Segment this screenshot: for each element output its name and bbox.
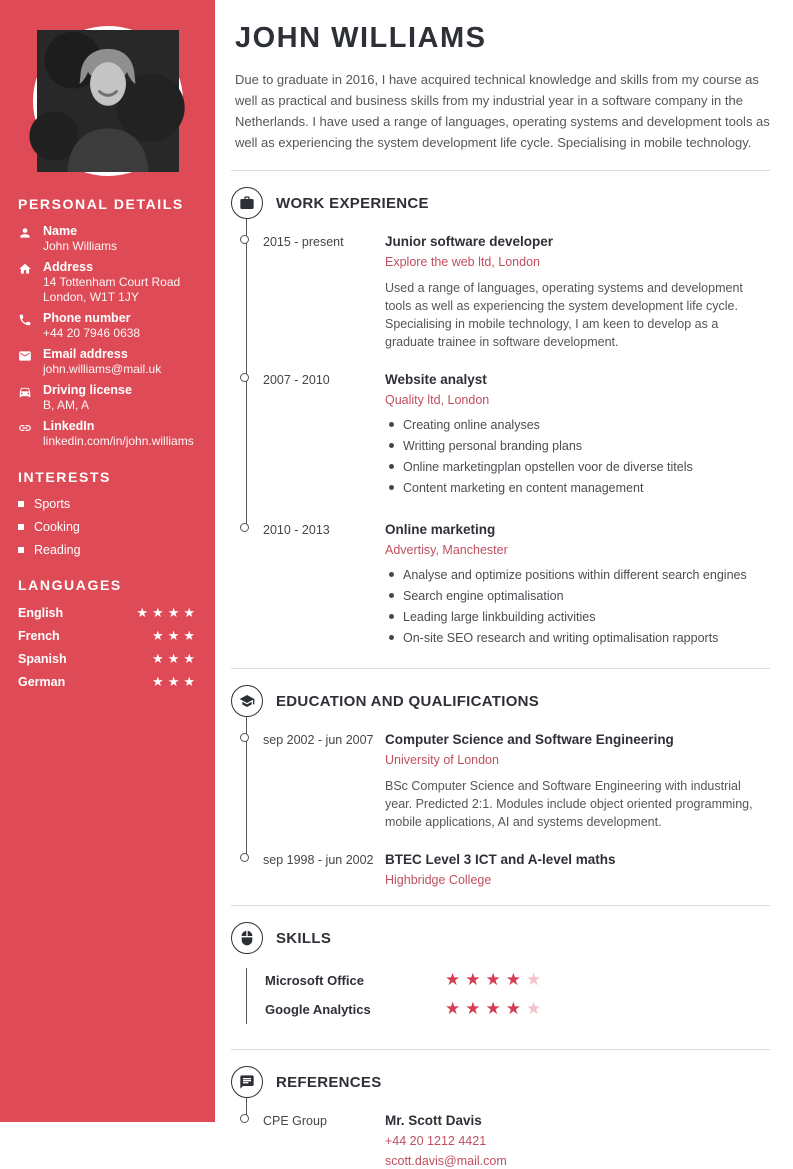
star-icon: ★ [152, 628, 168, 643]
skills-header [231, 922, 770, 954]
star-icon: ★ [167, 628, 184, 643]
link-icon [18, 419, 33, 449]
language-rating [152, 651, 199, 667]
square-bullet-icon [18, 547, 24, 553]
detail-value: linkedin.com/in/john.williams [43, 434, 194, 448]
star-icon: ★ [445, 999, 466, 1018]
reference-name: Mr. Scott Davis [385, 1113, 482, 1128]
skill-rating [445, 970, 546, 990]
language-rating [152, 674, 199, 690]
bullet-item: Content marketing en content management [385, 480, 770, 496]
star-icon: ★ [465, 970, 486, 989]
interest-item [18, 497, 199, 511]
star-icon: ★ [485, 999, 506, 1018]
language-name: English [18, 606, 64, 620]
detail-linkedin [18, 419, 199, 449]
entry-date: 2007 - 2010 [263, 373, 330, 387]
detail-label: Phone number [43, 311, 131, 325]
detail-value: 14 Tottenham Court Road [43, 275, 181, 289]
language-rating [136, 605, 199, 621]
skill-row [231, 999, 770, 1019]
language-row [18, 605, 199, 621]
star-icon: ★ [485, 970, 506, 989]
detail-address [18, 260, 199, 305]
bullet-item: Search engine optimalisation [385, 588, 770, 604]
section-divider [231, 905, 770, 906]
star-icon: ★ [465, 999, 486, 1018]
interest-item [18, 543, 199, 557]
home-icon [18, 260, 33, 305]
entry-organisation: Advertisy, Manchester [385, 543, 508, 557]
section-divider [231, 1049, 770, 1050]
bullet-item: Analyse and optimize positions within different search engines [385, 567, 770, 583]
entry-title: Computer Science and Software Engineering [385, 732, 674, 747]
detail-label: Email address [43, 347, 128, 361]
main-content [215, 0, 793, 1169]
bullet-item: Creating online analyses [385, 417, 770, 433]
detail-driving-license [18, 383, 199, 413]
entry-organisation: Highbridge College [385, 873, 492, 887]
speech-bubble-icon [231, 1066, 263, 1098]
entry-date: sep 2002 - jun 2007 [263, 733, 374, 747]
skill-row [231, 970, 770, 990]
star-icon: ★ [183, 651, 199, 666]
reference-entry [231, 1112, 770, 1169]
profile-summary: Due to graduate in 2016, I have acquired technical knowledge and skills from my course as well as practical and business skills from my industrial year in a software company in the Netherlands. I have used a range of languages, operating systems and development tools as well as experiencing the system development life cycle. Specialising in mobile technology. [235, 72, 770, 150]
detail-value: John Williams [43, 239, 118, 253]
bullet-item: On-site SEO research and writing optimalisation rapports [385, 630, 770, 646]
section-title: EDUCATION AND QUALIFICATIONS [276, 692, 540, 710]
skill-name: Google Analytics [265, 1001, 371, 1017]
skill-name: Microsoft Office [265, 972, 364, 988]
detail-value: john.williams@mail.uk [43, 362, 162, 376]
section-divider [231, 170, 770, 171]
work-experience-header [231, 187, 770, 219]
entry-date: 2015 - present [263, 235, 344, 249]
star-icon: ★ [526, 970, 547, 989]
entry-date: sep 1998 - jun 2002 [263, 853, 374, 867]
interest-label: Sports [34, 497, 71, 511]
mouse-icon [231, 922, 263, 954]
language-name: French [18, 629, 60, 643]
star-icon: ★ [152, 651, 168, 666]
bullet-item: Online marketingplan opstellen voor de diverse titels [385, 459, 770, 475]
profile-photo [33, 26, 183, 176]
language-name: Spanish [18, 652, 67, 666]
detail-label: Driving license [43, 383, 132, 397]
entry-description: BSc Computer Science and Software Engineering with industrial year. Predicted 2:1. Modules include object oriented programming, mobile applications, AI and systems development. [385, 779, 753, 829]
reference-organisation: CPE Group [263, 1114, 327, 1128]
languages-heading: LANGUAGES [18, 577, 122, 593]
star-icon: ★ [167, 674, 184, 689]
bullet-item: Leading large linkbuilding activities [385, 609, 770, 625]
language-row [18, 628, 199, 644]
work-timeline [231, 233, 770, 651]
star-icon: ★ [167, 651, 184, 666]
education-entry [231, 731, 770, 831]
entry-date: 2010 - 2013 [263, 523, 330, 537]
detail-phone [18, 311, 199, 341]
section-title: SKILLS [276, 929, 332, 947]
entry-title: Website analyst [385, 372, 487, 387]
profile-photo-image [37, 30, 179, 172]
detail-label: Address [43, 260, 94, 274]
entry-title: Junior software developer [385, 234, 554, 249]
star-icon: ★ [183, 605, 199, 620]
square-bullet-icon [18, 501, 24, 507]
entry-title: Online marketing [385, 522, 496, 537]
reference-email: scott.davis@mail.com [385, 1154, 507, 1168]
entry-organisation: Explore the web ltd, London [385, 255, 540, 269]
detail-value: B, AM, A [43, 398, 90, 412]
detail-value: +44 20 7946 0638 [43, 326, 141, 340]
phone-icon [18, 311, 33, 341]
timeline-dot-icon [240, 733, 249, 742]
entry-description: Used a range of languages, operating systems and development tools as well as experiencing the system development life cycle. Specialising in mobile technology, I am keen to develop as a graduate trainee in software development. [385, 281, 743, 349]
star-icon: ★ [152, 605, 168, 620]
references-header [231, 1066, 770, 1098]
language-row [18, 651, 199, 667]
timeline-dot-icon [240, 235, 249, 244]
square-bullet-icon [18, 524, 24, 530]
star-icon: ★ [505, 999, 526, 1018]
language-name: German [18, 675, 66, 689]
detail-value: London, W1T 1JY [43, 290, 139, 304]
section-title: WORK EXPERIENCE [276, 194, 429, 212]
detail-email [18, 347, 199, 377]
work-entry [231, 233, 770, 351]
briefcase-icon [231, 187, 263, 219]
personal-details-heading: PERSONAL DETAILS [18, 196, 184, 212]
graduation-cap-icon [231, 685, 263, 717]
reference-phone: +44 20 1212 4421 [385, 1134, 487, 1148]
star-icon: ★ [152, 674, 168, 689]
timeline-dot-icon [240, 1114, 249, 1123]
language-rating [152, 628, 199, 644]
star-icon: ★ [183, 628, 199, 643]
timeline-dot-icon [240, 853, 249, 862]
candidate-name: JOHN WILLIAMS [235, 22, 487, 54]
references-timeline [231, 1112, 770, 1169]
detail-label: Name [43, 224, 78, 238]
detail-label: LinkedIn [43, 419, 95, 433]
sidebar [0, 0, 215, 1122]
timeline-dot-icon [240, 523, 249, 532]
skill-rating [445, 999, 546, 1019]
star-icon: ★ [526, 999, 547, 1018]
interests-heading: INTERESTS [18, 469, 111, 485]
entry-organisation: University of London [385, 753, 499, 767]
timeline-dot-icon [240, 373, 249, 382]
section-title: REFERENCES [276, 1073, 382, 1091]
star-icon: ★ [445, 970, 466, 989]
entry-bullet-list [385, 567, 770, 646]
language-row [18, 674, 199, 690]
star-icon: ★ [183, 674, 199, 689]
envelope-icon [18, 347, 33, 377]
car-icon [18, 383, 33, 413]
person-icon [18, 224, 33, 254]
star-icon: ★ [136, 605, 153, 620]
star-icon: ★ [167, 605, 184, 620]
interest-item [18, 520, 199, 534]
education-timeline [231, 731, 770, 888]
work-entry [231, 371, 770, 501]
skills-list [231, 970, 770, 1032]
star-icon: ★ [505, 970, 526, 989]
section-divider [231, 668, 770, 669]
entry-bullet-list [385, 417, 770, 496]
detail-name [18, 224, 199, 254]
education-header [231, 685, 770, 717]
interest-label: Cooking [34, 520, 80, 534]
entry-organisation: Quality ltd, London [385, 393, 490, 407]
interest-label: Reading [34, 543, 81, 557]
work-entry [231, 521, 770, 651]
bullet-item: Writting personal branding plans [385, 438, 770, 454]
education-entry [231, 851, 770, 888]
entry-title: BTEC Level 3 ICT and A-level maths [385, 852, 616, 867]
